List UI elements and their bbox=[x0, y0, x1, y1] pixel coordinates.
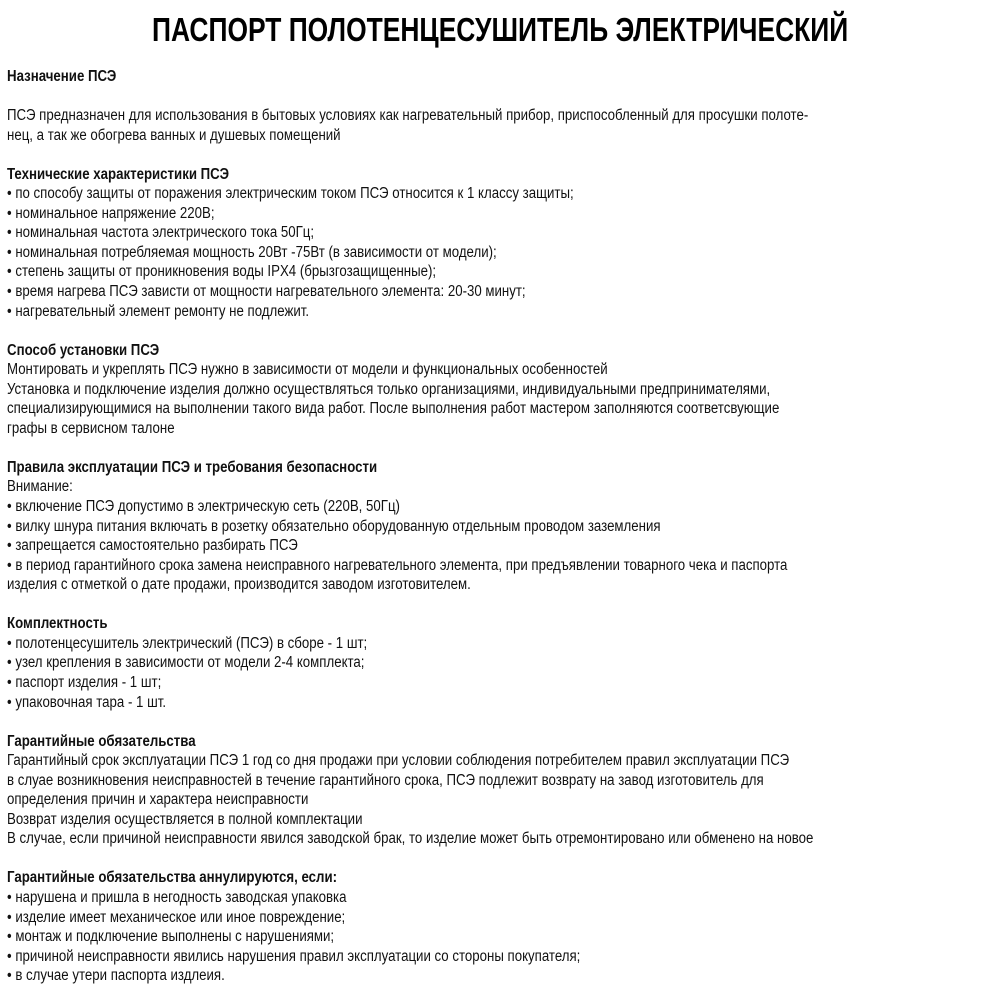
document-title bbox=[0, 8, 1000, 52]
paragraph-line: графы в сервисном талоне bbox=[7, 419, 175, 437]
spacer bbox=[7, 145, 1000, 165]
paragraph-line: специализирующимися на выполнении такого вида работ. После выполнения работ мастером заполняются соответсвующие bbox=[7, 400, 780, 418]
section-operation-rules bbox=[7, 458, 1000, 595]
section-contents bbox=[7, 614, 1000, 712]
list-item: • номинальное напряжение 220В; bbox=[7, 204, 215, 222]
spacer bbox=[7, 595, 1000, 615]
section-heading: Способ установки ПСЭ bbox=[7, 341, 160, 359]
list-item: • упаковочная тара - 1 шт. bbox=[7, 693, 167, 711]
list-item: • изделие имеет механическое или иное повреждение; bbox=[7, 908, 346, 926]
section-installation bbox=[7, 341, 1000, 439]
spacer bbox=[7, 321, 1000, 341]
list-item: • вилку шнура питания включать в розетку обязательно оборудованную отдельным проводом заземления bbox=[7, 517, 661, 535]
paragraph-line: Возврат изделия осуществляется в полной комплектации bbox=[7, 810, 363, 828]
section-heading: Гарантийные обязательства bbox=[7, 732, 196, 750]
paragraph-line: ПСЭ предназначен для использования в бытовых условиях как нагревательный прибор, приспособленный для просушки полоте- bbox=[7, 107, 809, 125]
list-item: • узел крепления в зависимости от модели 2-4 комплекта; bbox=[7, 654, 365, 672]
list-item: • причиной неисправности явились нарушения правил эксплуатации со стороны покупателя; bbox=[7, 947, 581, 965]
section-heading: Комплектность bbox=[7, 615, 108, 633]
spacer bbox=[7, 87, 1000, 107]
paragraph-line: определения причин и характера неисправности bbox=[7, 791, 309, 809]
section-specifications bbox=[7, 165, 1000, 321]
list-item: • время нагрева ПСЭ зависти от мощности нагревательного элемента: 20-30 минут; bbox=[7, 283, 526, 301]
spacer bbox=[7, 712, 1000, 732]
paragraph-line: В случае, если причиной неисправности явился заводской брак, то изделие может быть отремонтировано или обменено на новое bbox=[7, 830, 814, 848]
document-title-text: ПАСПОРТ ПОЛОТЕНЦЕСУШИТЕЛЬ ЭЛЕКТРИЧЕСКИЙ bbox=[151, 11, 849, 48]
list-item: • номинальная потребляемая мощность 20Вт -75Вт (в зависимости от модели); bbox=[7, 243, 497, 261]
spacer bbox=[7, 438, 1000, 458]
list-item: • в случае утери паспорта издлеия. bbox=[7, 967, 225, 985]
list-item-continued: изделия с отметкой о дате продажи, производится заводом изготовителем. bbox=[7, 576, 471, 594]
section-heading: Назначение ПСЭ bbox=[7, 68, 117, 85]
list-item: • номинальная частота электрического тока 50Гц; bbox=[7, 224, 315, 242]
paragraph-line: Внимание: bbox=[7, 478, 73, 496]
list-item: • степень защиты от проникновения воды IPX4 (брызгозащищенные); bbox=[7, 263, 437, 281]
paragraph-line: Установка и подключение изделия должно осуществляться только организациями, индивидуальными предпринимателями, bbox=[7, 380, 771, 398]
list-item: • включение ПСЭ допустимо в электрическую сеть (220В, 50Гц) bbox=[7, 498, 400, 516]
paragraph-line: нец, а так же обогрева ванных и душевых помещений bbox=[7, 126, 341, 144]
list-item: • нарушена и пришла в негодность заводская упаковка bbox=[7, 888, 347, 906]
list-item: • паспорт изделия - 1 шт; bbox=[7, 673, 162, 691]
section-heading: Правила эксплуатации ПСЭ и требования безопасности bbox=[7, 458, 378, 476]
list-item: • монтаж и подключение выполнены с нарушениями; bbox=[7, 928, 335, 946]
list-item: • нагревательный элемент ремонту не подлежит. bbox=[7, 302, 310, 320]
paragraph-line: Монтировать и укреплять ПСЭ нужно в зависимости от модели и функциональных особенностей bbox=[7, 361, 608, 379]
section-warranty bbox=[7, 732, 1000, 849]
paragraph-line: Гарантийный срок эксплуатации ПСЭ 1 год со дня продажи при условии соблюдения потребителем правил эксплуатации ПСЭ bbox=[7, 752, 790, 770]
list-item: • полотенцесушитель электрический (ПСЭ) в сборе - 1 шт; bbox=[7, 634, 368, 652]
section-heading: Гарантийные обязательства аннулируются, если: bbox=[7, 869, 338, 887]
list-item: • в период гарантийного срока замена неисправного нагревательного элемента, при предъявлении товарного чека и паспорта bbox=[7, 556, 788, 574]
section-purpose bbox=[7, 67, 1000, 145]
document-body bbox=[7, 67, 1000, 986]
list-item: • запрещается самостоятельно разбирать ПСЭ bbox=[7, 537, 298, 555]
list-item: • по способу защиты от поражения электрическим током ПСЭ относится к 1 классу защиты; bbox=[7, 185, 574, 203]
section-warranty-void bbox=[7, 868, 1000, 985]
spacer bbox=[7, 849, 1000, 869]
paragraph-line: в слуае возникновения неисправностей в течение гарантийного срока, ПСЭ подлежит возврату на завод изготовитель для bbox=[7, 771, 764, 789]
section-heading: Технические характеристики ПСЭ bbox=[7, 165, 230, 183]
